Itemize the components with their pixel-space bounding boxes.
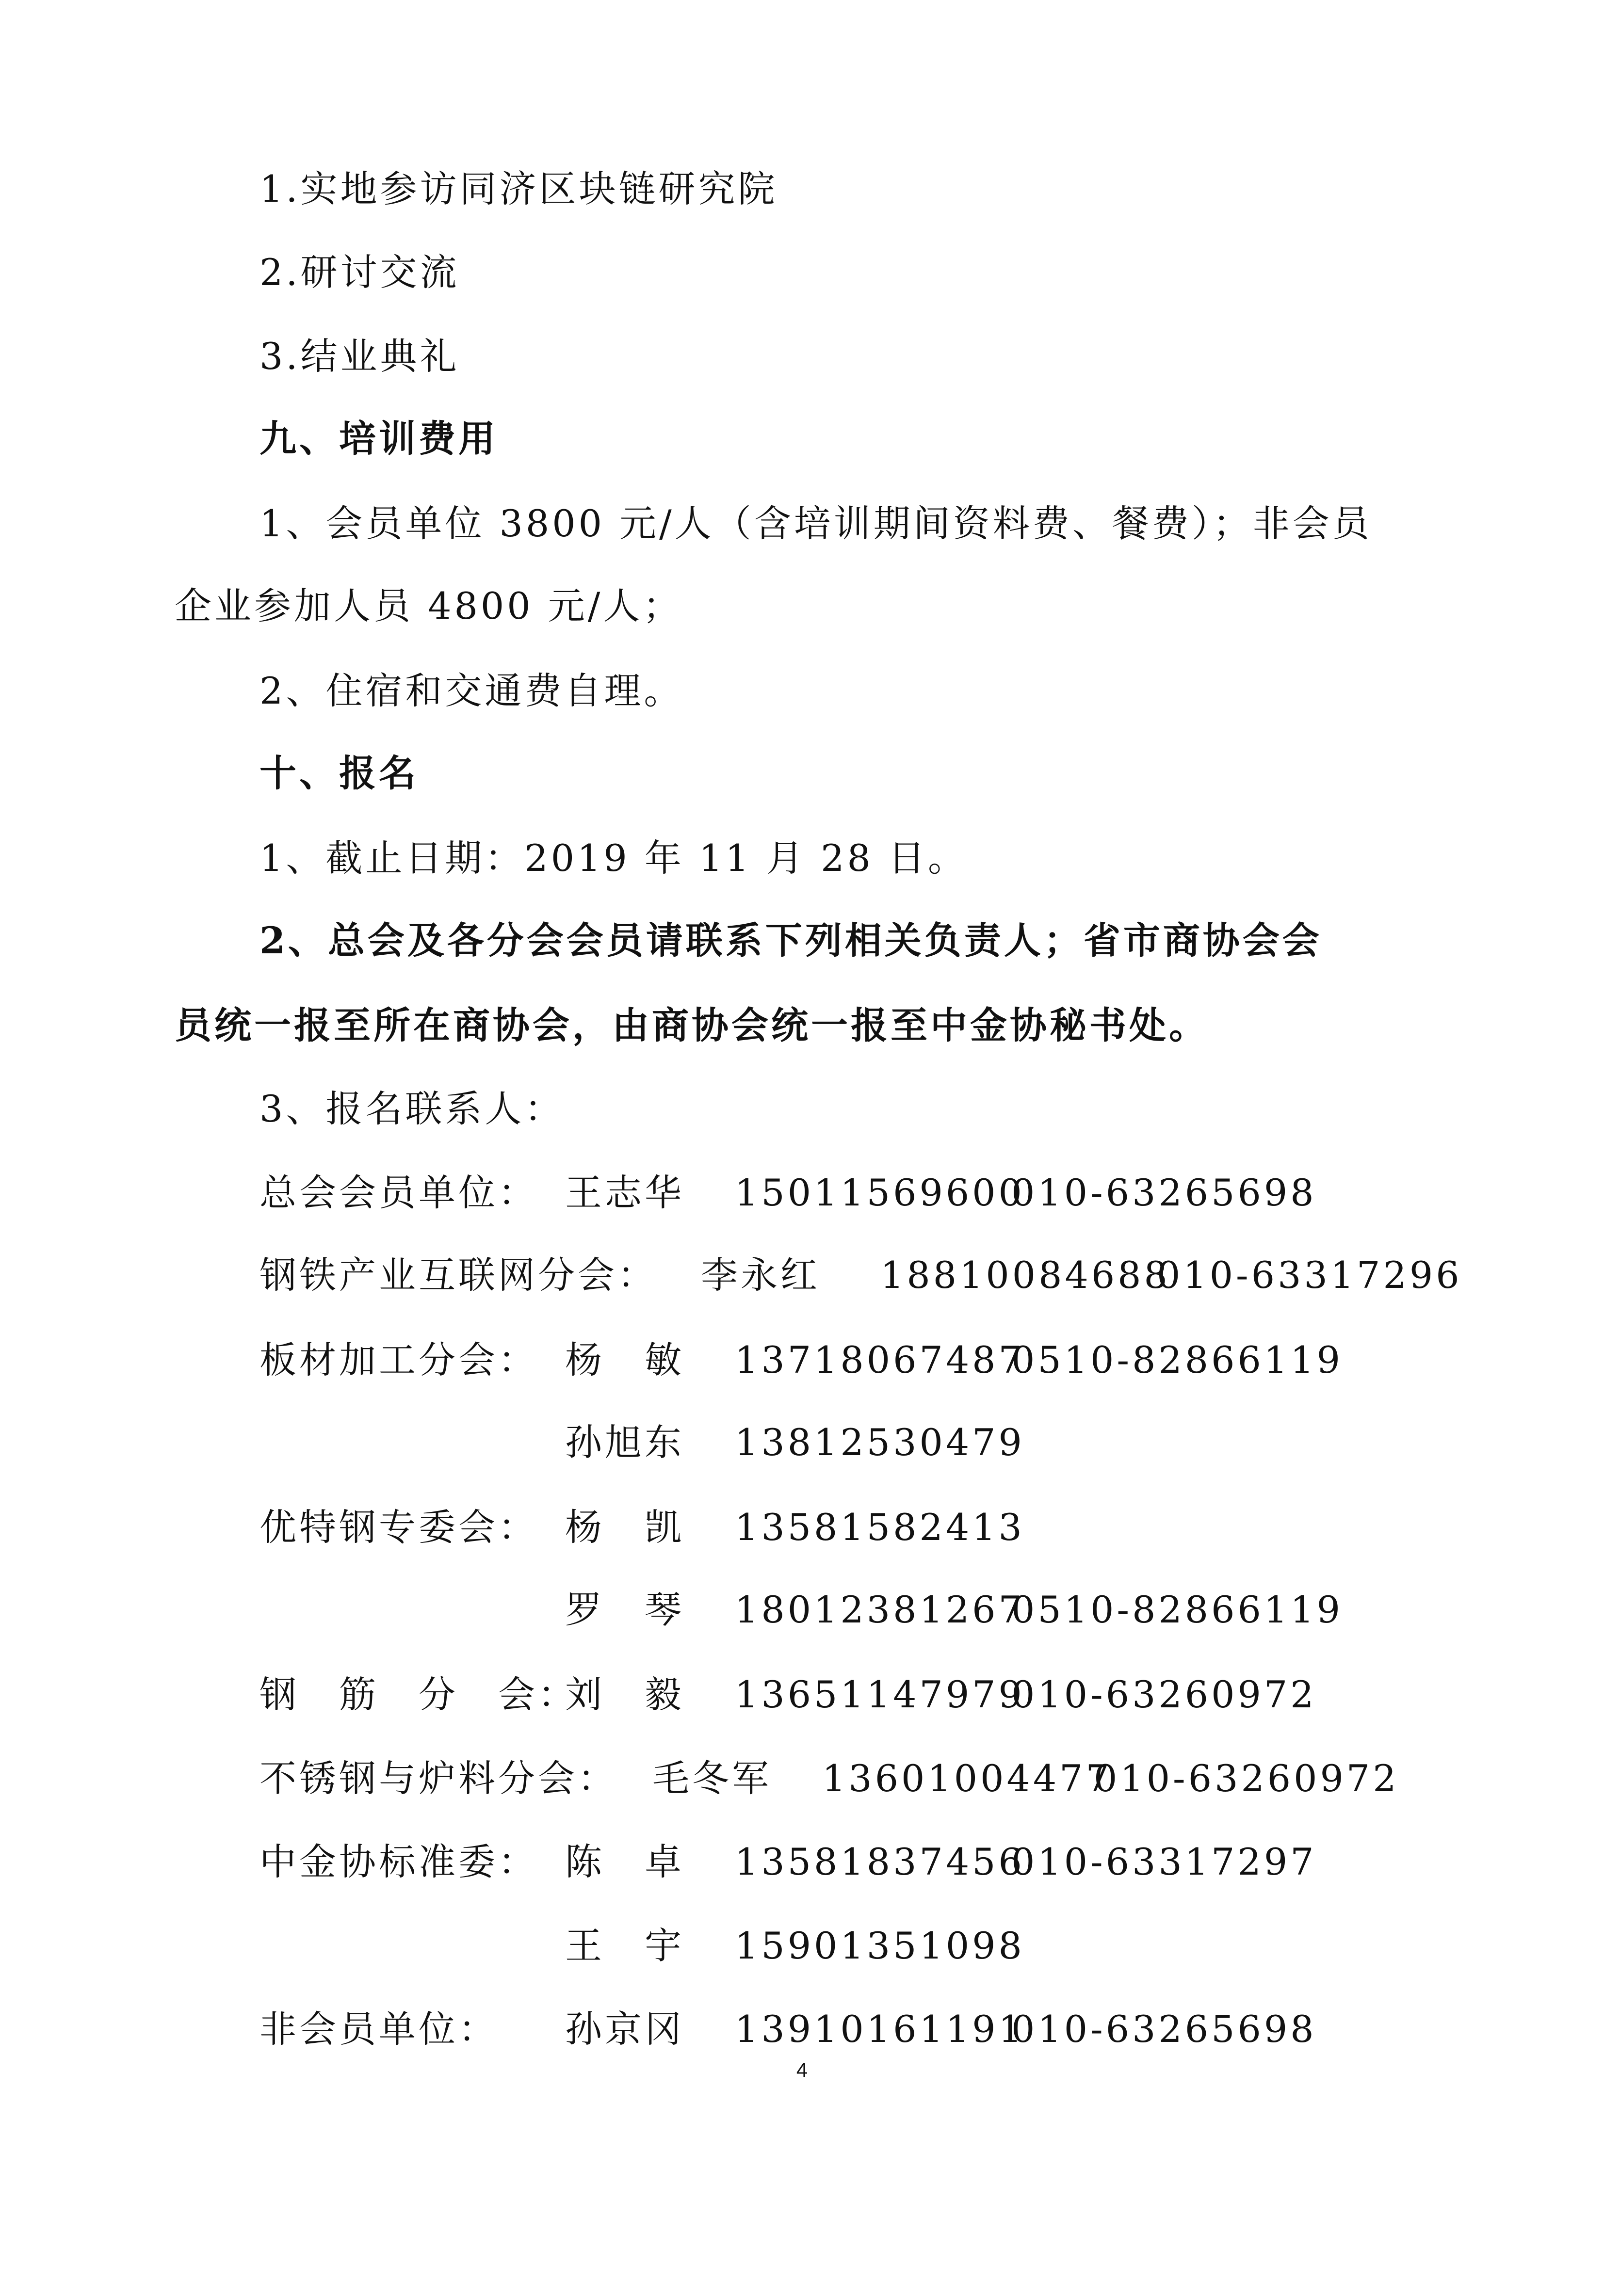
contact-phone: 010-63265698 (1011, 2007, 1317, 2051)
contact-row (259, 1336, 1472, 1384)
contact-row (259, 1503, 1472, 1552)
contact-mobile: 13581837456 (735, 1840, 1025, 1883)
contact-mobile: 13910161191 (735, 2007, 1025, 2051)
item-discuss: 2.研讨交流 (259, 251, 460, 294)
contact-unit: 非会员单位： (259, 2007, 498, 2051)
contact-name: 杨 敏 (565, 1338, 684, 1381)
contact-mobile: 15901351098 (735, 1924, 1025, 1967)
fee-1-line1: 1、会员单位 3800 元/人（含培训期间资料费、餐费）；非会员 (259, 502, 1372, 545)
contact-row (259, 1586, 1472, 1634)
contact-mobile: 13812530479 (735, 1421, 1025, 1464)
contact-phone: 010-63260972 (1094, 1757, 1399, 1800)
contact-mobile: 13581582413 (735, 1506, 1025, 1549)
contact-row (259, 1251, 1472, 1300)
contact-row (259, 1418, 1472, 1467)
contact-unit: 总会会员单位： (259, 1171, 538, 1214)
contact-mobile: 18012381267 (735, 1588, 1025, 1631)
item-visit: 1.实地参访同济区块链研究院 (259, 167, 778, 210)
contact-row (259, 1754, 1472, 1803)
contact-name: 杨 凯 (565, 1506, 684, 1549)
notice-line2: 员统一报至所在商协会，由商协会统一报至中金协秘书处。 (175, 1004, 1209, 1047)
contact-row (259, 2005, 1472, 2054)
contact-phone: 010-63317296 (1157, 1253, 1462, 1297)
contact-name: 李永红 (701, 1253, 820, 1297)
contact-unit: 不锈钢与炉料分会： (259, 1757, 617, 1800)
page-number: 4 (796, 2058, 808, 2081)
contact-row (259, 1922, 1472, 1970)
contact-phone: 0510-82866119 (1011, 1588, 1343, 1631)
contact-mobile: 13718067487 (735, 1338, 1025, 1381)
contact-row (259, 1169, 1472, 1217)
contact-unit: 中金协标准委： (259, 1840, 538, 1883)
item-ceremony: 3.结业典礼 (259, 335, 460, 378)
deadline: 1、截止日期：2019 年 11 月 28 日。 (259, 836, 968, 880)
contact-unit: 钢 筋 分 会： (259, 1673, 578, 1716)
contact-name: 陈 卓 (565, 1840, 684, 1883)
contact-name: 王志华 (565, 1171, 684, 1214)
contact-name: 毛冬军 (652, 1757, 772, 1800)
contacts-heading: 3、报名联系人： (259, 1087, 565, 1130)
heading-signup: 十、报名 (259, 752, 419, 795)
contact-phone: 010-63260972 (1011, 1673, 1317, 1716)
contact-mobile: 15011569600 (735, 1171, 1025, 1214)
contact-mobile: 13601004477 (822, 1757, 1112, 1800)
contact-unit: 板材加工分会： (259, 1338, 538, 1381)
contact-mobile: 18810084688 (880, 1253, 1170, 1297)
contact-phone: 0510-82866119 (1011, 1338, 1343, 1381)
contact-mobile: 13651147979 (735, 1673, 1025, 1716)
fee-1-line2: 企业参加人员 4800 元/人； (175, 584, 683, 627)
contact-name: 刘 毅 (565, 1673, 684, 1716)
fee-2: 2、住宿和交通费自理。 (259, 669, 684, 712)
contact-name: 王 宇 (565, 1924, 684, 1967)
contact-row (259, 1670, 1472, 1719)
contact-name: 罗 琴 (565, 1588, 684, 1631)
heading-fees: 九、培训费用 (259, 417, 498, 460)
contact-row (259, 1838, 1472, 1886)
contact-unit: 钢铁产业互联网分会： (259, 1253, 657, 1297)
contact-name: 孙京冈 (565, 2007, 684, 2051)
contact-phone: 010-63317297 (1011, 1840, 1317, 1883)
contact-unit: 优特钢专委会： (259, 1506, 538, 1549)
notice-line1: 2、总会及各分会会员请联系下列相关负责人；省市商协会会 (259, 919, 1322, 962)
contact-phone: 010-63265698 (1011, 1171, 1317, 1214)
contact-name: 孙旭东 (565, 1421, 684, 1464)
